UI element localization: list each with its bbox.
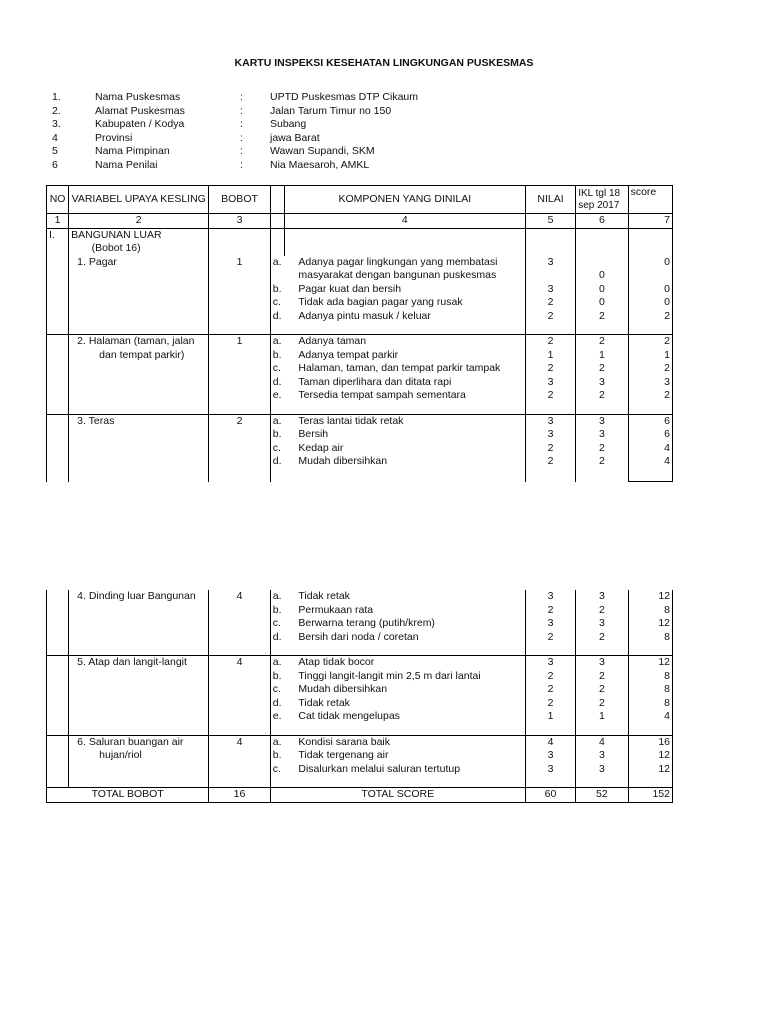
item-score: 1 <box>628 349 672 363</box>
item-letter: a. <box>270 335 284 349</box>
item-nilai: 3 <box>525 376 575 390</box>
item-nilai: 2 <box>525 296 575 310</box>
variable-name: 4. Dinding luar Bangunan <box>69 590 209 644</box>
item-score: 2 <box>628 362 672 376</box>
info-label: Alamat Puskesmas <box>95 104 185 117</box>
spacer-row <box>47 724 673 736</box>
item-ikl: 0 <box>576 269 628 283</box>
table-row <box>47 256 673 270</box>
colnum: 6 <box>576 214 628 229</box>
item-nilai: 3 <box>525 256 575 270</box>
row-no <box>47 590 69 604</box>
item-nilai: 2 <box>525 683 575 697</box>
item-component: Mudah dibersihkan <box>284 455 525 469</box>
item-letter: b. <box>270 349 284 363</box>
row-no <box>47 283 69 297</box>
item-component: Cat tidak mengelupas <box>284 710 525 724</box>
row-no <box>47 617 69 631</box>
item-nilai: 2 <box>525 697 575 711</box>
item-letter: c. <box>270 683 284 697</box>
item-nilai: 3 <box>525 656 575 670</box>
info-colon: : <box>240 118 243 130</box>
item-nilai <box>525 269 575 283</box>
variable-name: 1. Pagar <box>69 256 209 324</box>
item-letter: b. <box>270 283 284 297</box>
row-no <box>47 310 69 324</box>
table-row <box>47 590 673 604</box>
item-nilai: 2 <box>525 335 575 349</box>
item-ikl: 0 <box>576 296 628 310</box>
bobot-value: 1 <box>209 335 270 403</box>
total-row <box>47 788 673 803</box>
colnum: 3 <box>209 214 270 229</box>
info-value: Wawan Supandi, SKM <box>270 145 375 157</box>
item-ikl: 2 <box>576 670 628 684</box>
row-no <box>47 710 69 724</box>
item-score: 12 <box>628 617 672 631</box>
total-score: 152 <box>628 788 672 803</box>
item-ikl: 2 <box>576 455 628 469</box>
item-ikl: 2 <box>576 389 628 403</box>
item-score <box>628 269 672 283</box>
item-score: 0 <box>628 296 672 310</box>
item-ikl: 2 <box>576 631 628 645</box>
bobot-value: 4 <box>209 656 270 724</box>
bobot-value: 4 <box>209 590 270 644</box>
total-nilai: 60 <box>525 788 575 803</box>
header-komponen: KOMPONEN YANG DINILAI <box>284 186 525 214</box>
item-nilai: 3 <box>525 749 575 763</box>
item-score: 8 <box>628 604 672 618</box>
colnum: 5 <box>525 214 575 229</box>
item-component: Tersedia tempat sampah sementara <box>284 389 525 403</box>
item-component: Mudah dibersihkan <box>284 683 525 697</box>
item-letter: c. <box>270 296 284 310</box>
item-score: 8 <box>628 670 672 684</box>
row-no <box>47 269 69 283</box>
info-colon: : <box>240 158 243 171</box>
header-nilai: NILAI <box>525 186 575 214</box>
item-nilai: 2 <box>525 310 575 324</box>
item-ikl: 2 <box>576 310 628 324</box>
spacer-row <box>47 323 673 335</box>
item-ikl: 3 <box>576 376 628 390</box>
header-variabel: VARIABEL UPAYA KESLING <box>69 186 209 214</box>
info-number: 1. <box>52 91 61 103</box>
row-no <box>47 428 69 442</box>
total-bobot-value: 16 <box>209 788 270 803</box>
item-component: Tidak retak <box>284 590 525 604</box>
item-ikl: 3 <box>576 749 628 763</box>
item-score: 8 <box>628 683 672 697</box>
item-component: Pagar kuat dan bersih <box>284 283 525 297</box>
row-no <box>47 414 69 428</box>
item-score: 12 <box>628 763 672 777</box>
total-score-label: TOTAL SCORE <box>270 788 525 803</box>
item-score: 4 <box>628 710 672 724</box>
item-nilai: 2 <box>525 442 575 456</box>
item-ikl <box>576 256 628 270</box>
item-nilai: 2 <box>525 604 575 618</box>
header-blank <box>270 186 284 214</box>
row-no <box>47 683 69 697</box>
item-score: 6 <box>628 428 672 442</box>
row-no <box>47 735 69 749</box>
item-letter: c. <box>270 362 284 376</box>
row-no <box>47 631 69 645</box>
item-score: 12 <box>628 749 672 763</box>
colnum: 1 <box>47 214 69 229</box>
item-letter: d. <box>270 310 284 324</box>
header-score: score <box>628 186 672 214</box>
item-ikl: 2 <box>576 442 628 456</box>
row-no <box>47 389 69 403</box>
item-nilai: 1 <box>525 349 575 363</box>
item-component: Disalurkan melalui saluran tertutup <box>284 763 525 777</box>
colnum: 7 <box>628 214 672 229</box>
item-ikl: 2 <box>576 604 628 618</box>
item-component: Adanya pintu masuk / keluar <box>284 310 525 324</box>
item-component: Bersih <box>284 428 525 442</box>
item-ikl: 3 <box>576 414 628 428</box>
row-no <box>47 296 69 310</box>
item-score: 2 <box>628 389 672 403</box>
item-letter: b. <box>270 670 284 684</box>
info-label: Nama Puskesmas <box>95 91 181 103</box>
header-ikl: IKL tgl 18 sep 2017 <box>576 186 628 214</box>
item-letter: b. <box>270 749 284 763</box>
table-row <box>47 656 673 670</box>
item-ikl: 2 <box>576 362 628 376</box>
table-row <box>47 414 673 428</box>
item-score: 0 <box>628 256 672 270</box>
item-component: Taman diperlihara dan ditata rapi <box>284 376 525 390</box>
row-no <box>47 442 69 456</box>
item-component: Tidak ada bagian pagar yang rusak <box>284 296 525 310</box>
item-score: 4 <box>628 442 672 456</box>
row-no <box>47 749 69 763</box>
row-no <box>47 256 69 270</box>
info-number: 2. <box>52 104 61 117</box>
item-component: Adanya tempat parkir <box>284 349 525 363</box>
item-nilai: 2 <box>525 455 575 469</box>
spacer-row <box>47 776 673 788</box>
info-label: Nama Pimpinan <box>95 145 170 157</box>
item-letter: a. <box>270 735 284 749</box>
table-row <box>47 335 673 349</box>
item-nilai: 3 <box>525 590 575 604</box>
item-score: 6 <box>628 414 672 428</box>
variable-name: 3. Teras <box>69 414 209 469</box>
item-letter: d. <box>270 697 284 711</box>
item-ikl: 3 <box>576 428 628 442</box>
spacer-row <box>47 469 673 482</box>
item-component: Halaman, taman, dan tempat parkir tampak <box>284 362 525 376</box>
info-label: Nama Penilai <box>95 158 158 171</box>
item-component: Kondisi sarana baik <box>284 735 525 749</box>
item-nilai: 2 <box>525 670 575 684</box>
item-component: Berwarna terang (putih/krem) <box>284 617 525 631</box>
item-letter: e. <box>270 389 284 403</box>
item-component: Bersih dari noda / coretan <box>284 631 525 645</box>
row-no <box>47 763 69 777</box>
header-bobot: BOBOT <box>209 186 270 214</box>
item-letter: c. <box>270 442 284 456</box>
info-label: Provinsi <box>95 131 133 144</box>
item-component: Kedap air <box>284 442 525 456</box>
item-component: Tinggi langit-langit min 2,5 m dari lantai <box>284 670 525 684</box>
item-ikl: 2 <box>576 697 628 711</box>
item-nilai: 2 <box>525 631 575 645</box>
spacer-row <box>47 403 673 415</box>
item-nilai: 3 <box>525 414 575 428</box>
section-title: BANGUNAN LUAR (Bobot 16) <box>69 228 209 256</box>
item-score: 3 <box>628 376 672 390</box>
item-ikl: 3 <box>576 617 628 631</box>
item-letter: a. <box>270 256 284 270</box>
bobot-value: 2 <box>209 414 270 469</box>
item-ikl: 1 <box>576 710 628 724</box>
item-score: 8 <box>628 697 672 711</box>
item-nilai: 4 <box>525 735 575 749</box>
item-nilai: 3 <box>525 617 575 631</box>
info-label: Kabupaten / Kodya <box>95 118 185 130</box>
item-score: 12 <box>628 590 672 604</box>
item-nilai: 1 <box>525 710 575 724</box>
item-ikl: 2 <box>576 335 628 349</box>
info-colon: : <box>240 145 243 157</box>
item-letter: d. <box>270 631 284 645</box>
item-letter: e. <box>270 710 284 724</box>
item-ikl: 4 <box>576 735 628 749</box>
row-no <box>47 335 69 349</box>
page-title: KARTU INSPEKSI KESEHATAN LINGKUNGAN PUSKESMAS <box>234 57 534 69</box>
info-number: 4 <box>52 131 58 144</box>
item-ikl: 3 <box>576 763 628 777</box>
item-component: Atap tidak bocor <box>284 656 525 670</box>
item-letter: c. <box>270 617 284 631</box>
item-nilai: 2 <box>525 362 575 376</box>
bobot-value: 1 <box>209 256 270 324</box>
variable-name: 5. Atap dan langit-langit <box>69 656 209 724</box>
inspection-table-part2 <box>46 590 673 803</box>
info-number: 5 <box>52 145 58 157</box>
item-nilai: 3 <box>525 763 575 777</box>
info-value: Subang <box>270 118 307 130</box>
item-letter: a. <box>270 656 284 670</box>
item-letter: d. <box>270 376 284 390</box>
info-colon: : <box>240 104 243 117</box>
variable-name: 2. Halaman (taman, jalan dan tempat parkir) <box>69 335 209 403</box>
row-no <box>47 349 69 363</box>
row-no <box>47 604 69 618</box>
info-number: 6 <box>52 158 58 171</box>
item-component: Adanya pagar lingkungan yang membatasi <box>284 256 525 270</box>
row-no <box>47 670 69 684</box>
row-no <box>47 697 69 711</box>
item-ikl: 2 <box>576 683 628 697</box>
info-colon: : <box>240 91 243 103</box>
item-ikl: 1 <box>576 349 628 363</box>
item-nilai: 2 <box>525 389 575 403</box>
header-no: NO <box>47 186 69 214</box>
item-letter: c. <box>270 763 284 777</box>
info-number: 3. <box>52 118 61 130</box>
item-letter: b. <box>270 428 284 442</box>
section-no: I. <box>47 228 69 256</box>
info-value: UPTD Puskesmas DTP Cikaum <box>270 91 419 103</box>
row-no <box>47 362 69 376</box>
table-row <box>47 735 673 749</box>
row-no <box>47 376 69 390</box>
variable-name: 6. Saluran buangan air hujan/riol <box>69 735 209 776</box>
item-score: 4 <box>628 455 672 469</box>
item-component: Tidak retak <box>284 697 525 711</box>
inspection-table-part1 <box>46 185 673 482</box>
item-score: 2 <box>628 335 672 349</box>
item-letter: a. <box>270 590 284 604</box>
spacer-row <box>47 644 673 656</box>
item-component: Permukaan rata <box>284 604 525 618</box>
item-nilai: 3 <box>525 428 575 442</box>
colnum: 4 <box>284 214 525 229</box>
item-letter <box>270 269 284 283</box>
item-ikl: 3 <box>576 590 628 604</box>
item-letter: a. <box>270 414 284 428</box>
info-colon: : <box>240 131 243 144</box>
item-component: Tidak tergenang air <box>284 749 525 763</box>
row-no <box>47 455 69 469</box>
info-value: jawa Barat <box>270 131 320 144</box>
item-score: 8 <box>628 631 672 645</box>
item-component: Teras lantai tidak retak <box>284 414 525 428</box>
item-letter: b. <box>270 604 284 618</box>
item-score: 2 <box>628 310 672 324</box>
item-ikl: 0 <box>576 283 628 297</box>
info-value: Nia Maesaroh, AMKL <box>270 158 370 171</box>
item-component: Adanya taman <box>284 335 525 349</box>
colnum-blank <box>270 214 284 229</box>
info-value: Jalan Tarum Timur no 150 <box>270 104 392 117</box>
bobot-value: 4 <box>209 735 270 776</box>
total-bobot-label: TOTAL BOBOT <box>47 788 209 803</box>
item-score: 0 <box>628 283 672 297</box>
item-score: 12 <box>628 656 672 670</box>
item-letter: d. <box>270 455 284 469</box>
colnum: 2 <box>69 214 209 229</box>
item-score: 16 <box>628 735 672 749</box>
item-nilai: 3 <box>525 283 575 297</box>
row-no <box>47 656 69 670</box>
item-ikl: 3 <box>576 656 628 670</box>
total-ikl: 52 <box>576 788 628 803</box>
item-component: masyarakat dengan bangunan puskesmas <box>284 269 525 283</box>
